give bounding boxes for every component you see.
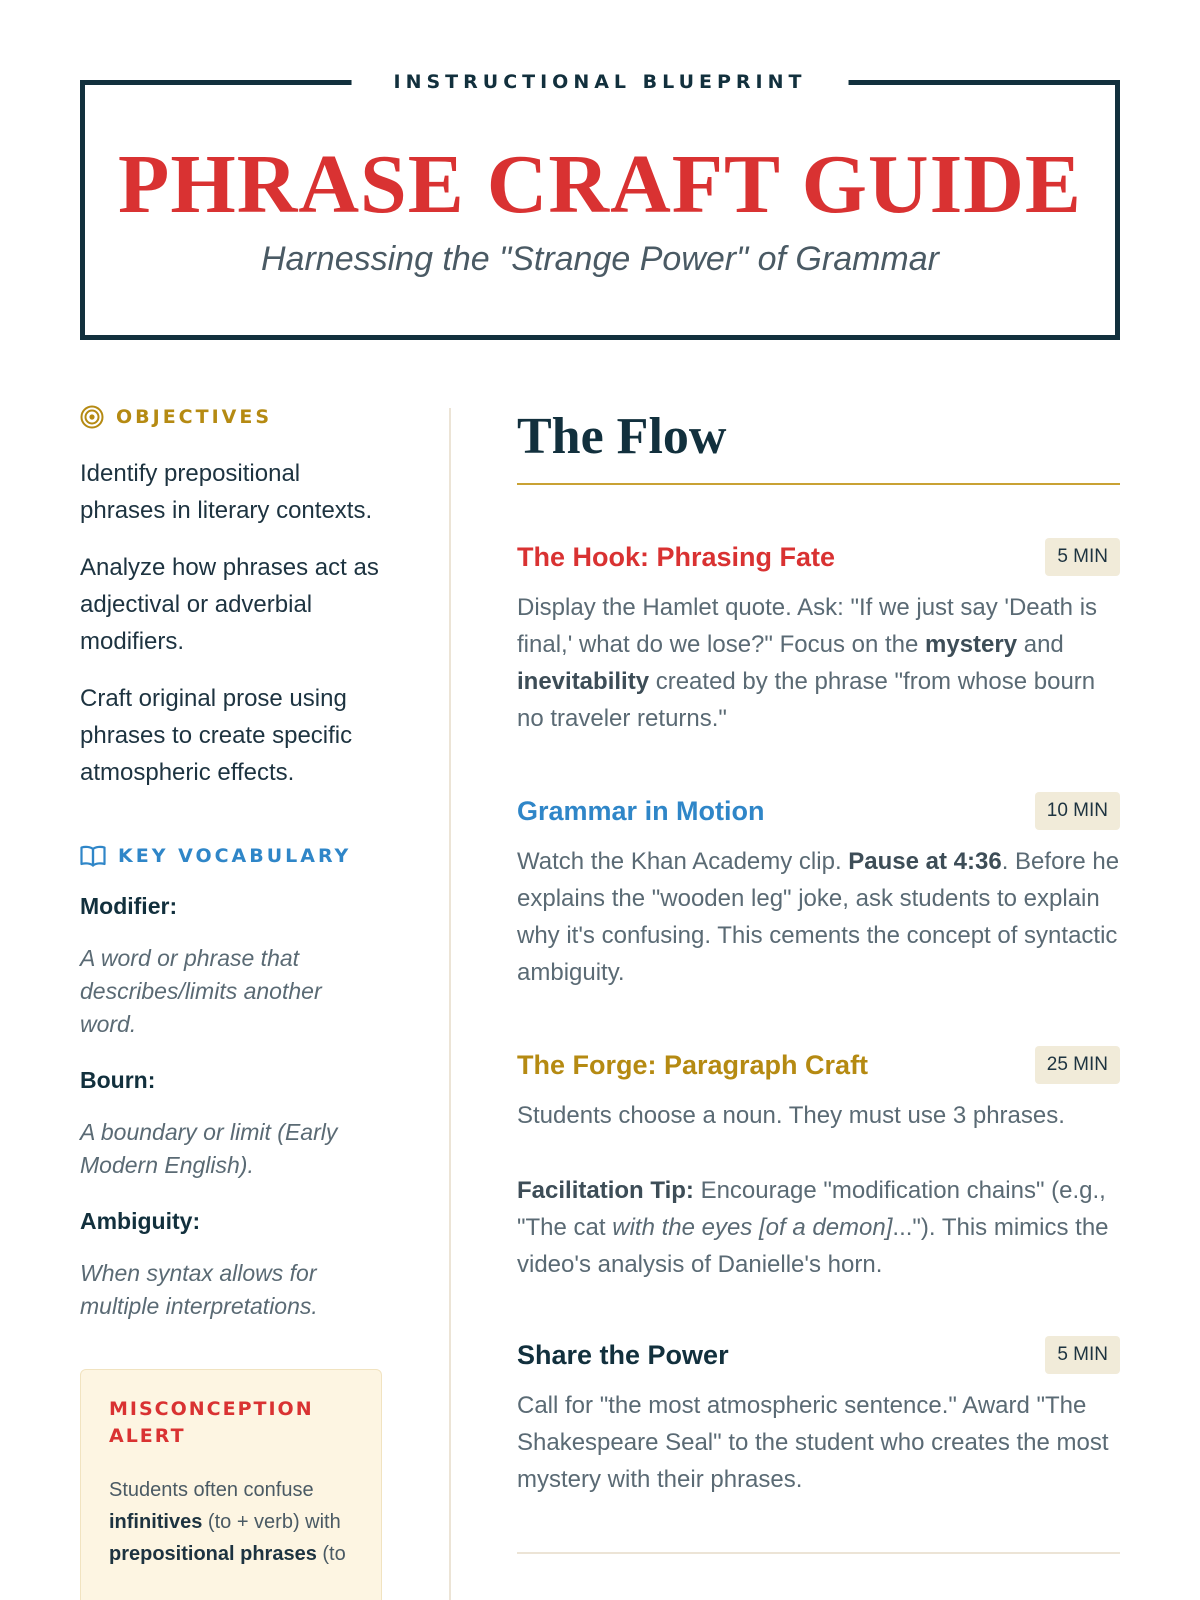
step-text-part: created by the phrase "from whose bourn no traveler returns." (517, 668, 1096, 732)
step-text-part: Encourage "modification chains" (e.g., "The cat (517, 1177, 1106, 1241)
time-badge: 5 MIN (1045, 538, 1120, 576)
step-description: Call for "the most atmospheric sentence." Award "The Shakespeare Seal" to the student who creates the most mystery with their phrases. (517, 1392, 1109, 1493)
alert-text (109, 1474, 355, 1570)
alert-bold-term: infinitives (109, 1511, 203, 1533)
step-text-part: and (1017, 631, 1064, 658)
vocab-term: Ambiguity: (80, 1208, 201, 1234)
flow-step (517, 791, 1120, 991)
vocab-definition: When syntax allows for multiple interpretations. (80, 1260, 318, 1319)
vocabulary-heading-label: KEY VOCABULARY (118, 845, 352, 867)
step-bold-term: inevitability (517, 668, 650, 695)
vocab-term: Bourn: (80, 1067, 156, 1093)
eyebrow-label: INSTRUCTIONAL BLUEPRINT (352, 71, 849, 93)
target-icon (80, 405, 104, 429)
flow-step (517, 1335, 1120, 1498)
step-title: The Hook: Phrasing Fate (517, 541, 836, 572)
flow-title: The Flow (517, 405, 1120, 485)
step-text-part: . Before he explains the "wooden leg" joke, ask students to explain why it's confusing. This cements the concept of syntactic ambiguity. (517, 848, 1120, 986)
section-divider (517, 1552, 1120, 1554)
step-bold-term: mystery (925, 631, 1018, 658)
step-text-part: Watch the Khan Academy clip. (517, 848, 849, 875)
column-divider (449, 408, 451, 1600)
step-text-part: ..."). This mimics the video's analysis of Danielle's horn. (517, 1214, 1109, 1278)
step-title: The Forge: Paragraph Craft (517, 1049, 869, 1080)
vocab-term: Modifier: (80, 893, 178, 919)
tip-label: Facilitation Tip: (517, 1177, 694, 1204)
sidebar (80, 405, 380, 1600)
step-title: Grammar in Motion (517, 795, 765, 826)
step-italic-text: with the eyes [of a demon] (612, 1214, 893, 1241)
step-text-part: Display the Hamlet quote. Ask: "If we just say 'Death is final,' what do we lose?" Focus on the (517, 594, 1098, 658)
flow-section (517, 405, 1120, 1554)
objectives-list (80, 455, 380, 791)
step-description (517, 843, 1120, 991)
step-bold-term: Pause at 4:36 (848, 848, 1002, 875)
time-badge: 25 MIN (1035, 1046, 1120, 1084)
open-book-icon (80, 845, 106, 867)
alert-text-part: (to + verb) with (202, 1511, 341, 1533)
flow-step (517, 1045, 1120, 1283)
time-badge: 5 MIN (1045, 1336, 1120, 1374)
vocab-definition: A word or phrase that describes/limits another word. (80, 945, 322, 1037)
objective-item: Analyze how phrases act as adjectival or adverbial modifiers. (80, 554, 379, 655)
objective-item: Identify prepositional phrases in literary contexts. (80, 460, 373, 524)
vocabulary-heading (80, 845, 380, 867)
time-badge: 10 MIN (1035, 792, 1120, 830)
objective-item: Craft original prose using phrases to create specific atmospheric effects. (80, 685, 353, 786)
flow-step (517, 537, 1120, 737)
step-description: Students choose a noun. They must use 3 phrases. (517, 1102, 1065, 1129)
alert-title: MISCONCEPTION ALERT (109, 1398, 314, 1447)
vocab-definition: A boundary or limit (Early Modern English). (80, 1119, 338, 1178)
alert-bold-term: prepositional phrases (109, 1543, 317, 1565)
vocabulary-list (80, 893, 380, 1323)
step-title: Share the Power (517, 1339, 729, 1370)
page-subtitle: Harnessing the "Strange Power" of Grammar (261, 240, 939, 278)
misconception-alert (80, 1369, 382, 1600)
facilitation-tip (517, 1172, 1120, 1283)
header-box (80, 71, 1120, 340)
alert-text-part: Students often confuse (109, 1479, 314, 1501)
objectives-heading (80, 405, 380, 429)
alert-text-part: (to (316, 1543, 346, 1565)
objectives-heading-label: OBJECTIVES (116, 406, 273, 428)
step-description (517, 589, 1120, 737)
page-title: PHRASE CRAFT GUIDE (118, 138, 1082, 231)
